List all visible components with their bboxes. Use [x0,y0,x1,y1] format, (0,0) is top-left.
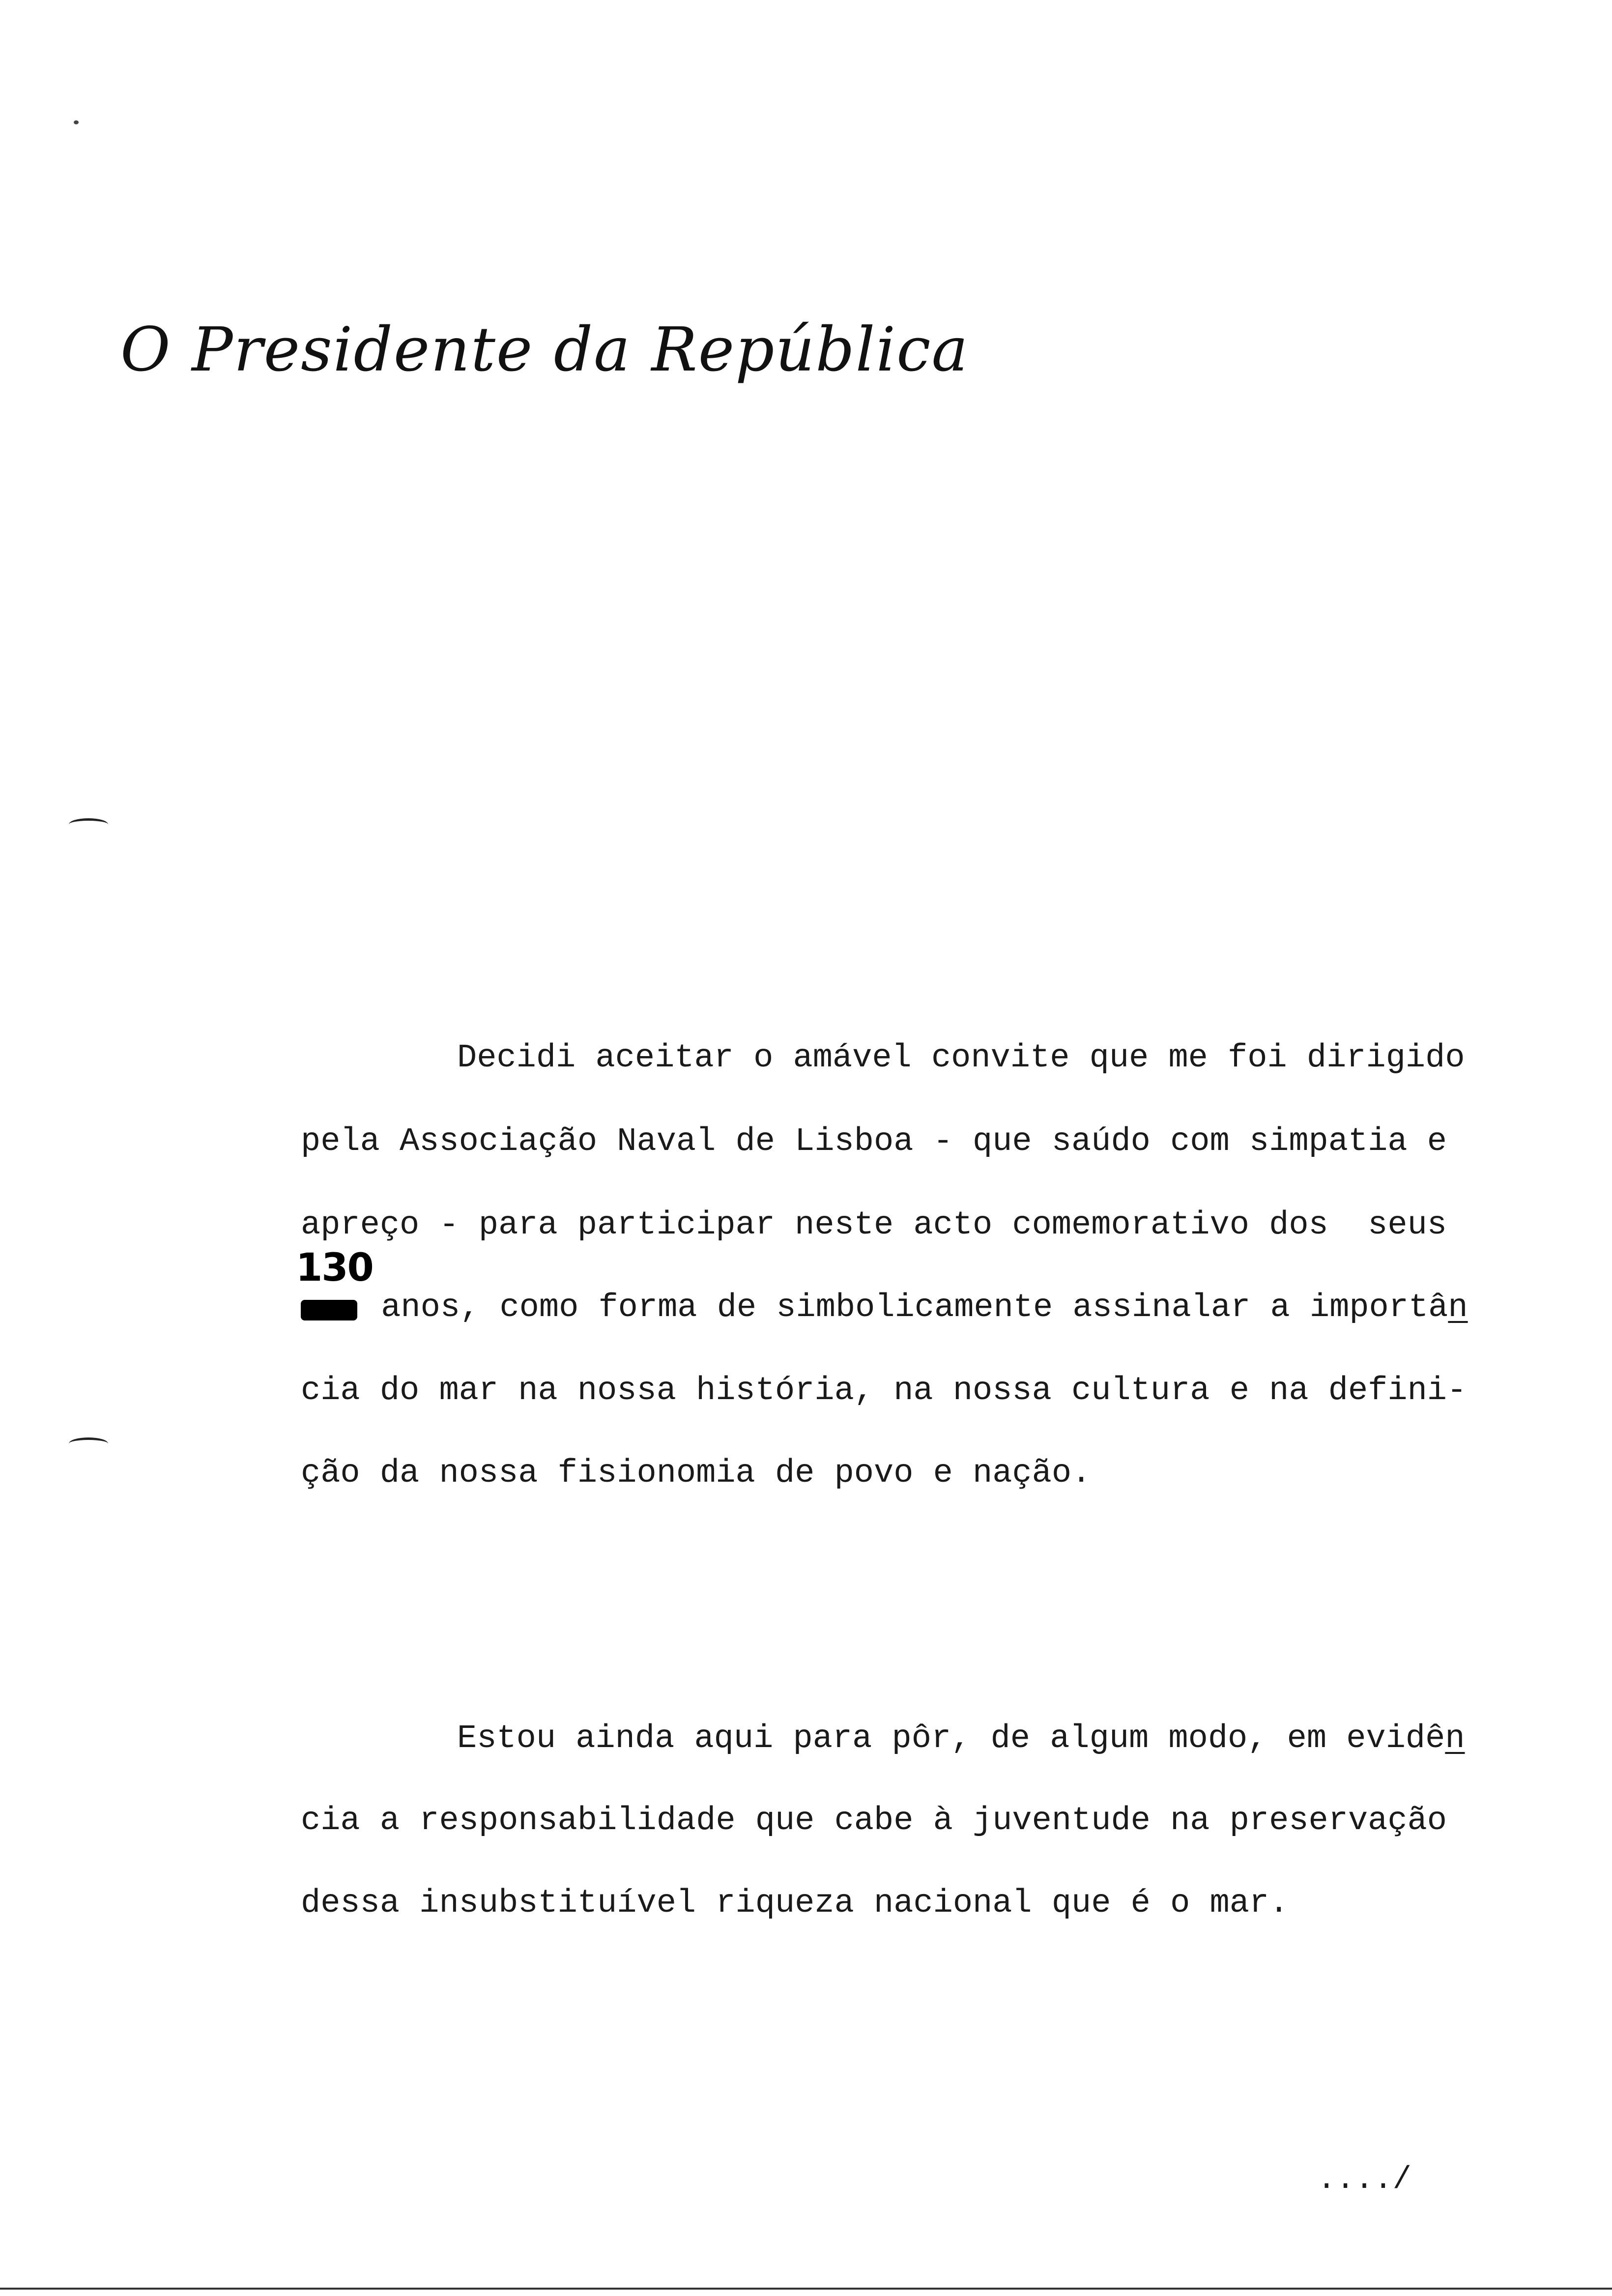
paragraph1-line4-hyphen-mark: n [1448,1289,1468,1326]
paragraph1-line3: apreço - para participar neste acto comemorativo dos seus [301,1206,1447,1244]
scan-mark-top [69,818,108,831]
paragraph1-line4-text: anos, como forma de simbolicamente assinalar a importâ [361,1289,1448,1326]
paragraph2-line1-hyphen-mark: n [1445,1720,1465,1757]
bottom-rule [0,2288,1612,2290]
paragraph2-line2: cia a responsabilidade que cabe à juventude na preservação [301,1802,1447,1839]
paragraph1-line2: pela Associação Naval de Lisboa - que saúdo com simpatia e [301,1123,1447,1160]
paragraph1-line5: cia do mar na nossa história, na nossa cultura e na defini- [301,1372,1467,1409]
letterhead-title: O Presidente da República [120,315,969,385]
paragraph1-line6: ção da nossa fisionomia de povo e nação. [301,1455,1092,1492]
handwritten-correction: 130 [296,1246,373,1290]
scan-speck [74,120,79,124]
scan-mark-middle [69,1437,108,1450]
paragraph2-line1-text: Estou ainda aqui para pôr, de algum modo, em evidê [457,1720,1445,1757]
struck-out-number [301,1300,357,1320]
paragraph1-line1: Decidi aceitar o amável convite que me foi dirigido [457,1039,1465,1077]
paragraph2-line3: dessa insubstituível riqueza nacional que é o mar. [301,1885,1289,1922]
continuation-mark: ..../ [1317,2162,1412,2198]
paragraph1-line4 [361,1289,1468,1326]
paragraph2-line1 [457,1722,1465,1755]
